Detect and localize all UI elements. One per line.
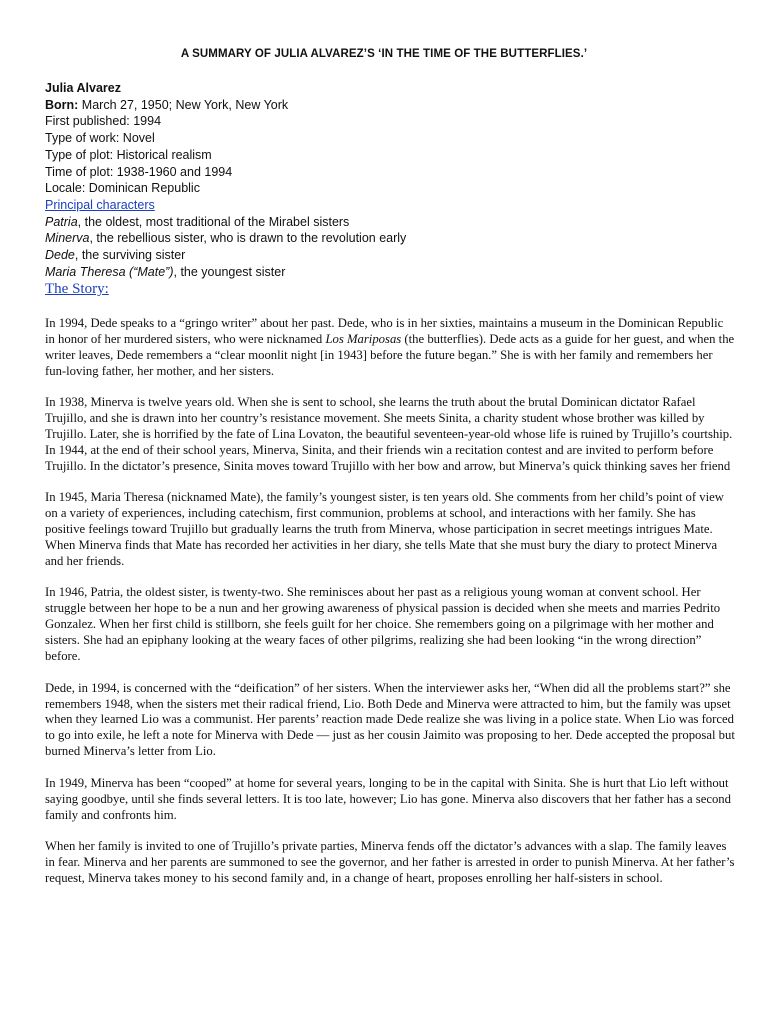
character-patria: Patria, the oldest, most traditional of the Mirabel sisters <box>45 214 350 229</box>
paragraph-6: In 1949, Minerva has been “cooped” at home for several years, longing to be in the capital with Sinita. She is hurt that Lio left without saying goodbye, until she finds several letters. It is too late, however; Lio has gone. Minerva also discovers that her father has a second family and confronts him. <box>45 775 731 822</box>
story-body <box>45 316 735 902</box>
document-title: A SUMMARY OF JULIA ALVAREZ’S ‘IN THE TIME OF THE BUTTERFLIES.’ <box>180 48 588 60</box>
first-published: First published: 1994 <box>45 114 162 129</box>
paragraph-5: Dede, in 1994, is concerned with the “deification” of her sisters. When the interviewer asks her, “When did all the problems start?” she remembers 1948, when the sisters met their radical friend, Lio. Both Dede and Minerva were attracted to him, but the family was upset when they learned Lio was a communist. Her parents’ reaction made Dede realize she was living in a police state. When Lio was forced to go into exile, he left a note for Minerva with Dede — just as her cousin Jaimito was proposing to her. Dede accepted the proposal but burned Minerva’s letter from Lio. <box>45 680 735 759</box>
born-value: March 27, 1950; New York, New York <box>78 97 289 112</box>
book-info <box>45 80 735 280</box>
type-of-work: Type of work: Novel <box>45 131 155 146</box>
character-mate: Maria Theresa (“Mate”), the youngest sister <box>45 264 286 279</box>
principal-characters-link[interactable]: Principal characters <box>45 197 155 212</box>
born-label: Born: <box>45 97 79 112</box>
paragraph-7: When her family is invited to one of Trujillo’s private parties, Minerva fends off the dictator’s advances with a slap. The family leaves in fear. Minerva and her parents are summoned to see the governor, and her father is arrested in order to punish Minerva. At her father’s request, Minerva takes money to his second family and, in a change of heart, proposes enrolling her half-sisters in school. <box>45 839 735 885</box>
character-dede: Dede, the surviving sister <box>45 248 186 263</box>
locale: Locale: Dominican Republic <box>45 181 200 196</box>
time-of-plot: Time of plot: 1938-1960 and 1994 <box>45 164 233 179</box>
paragraph-4: In 1946, Patria, the oldest sister, is twenty-two. She reminisces about her past as a religious young woman at convent school. Her struggle between her hope to be a nun and her growing awareness of physical passion is decided when she meets and marries Pedrito Gonzalez. When her first child is stillborn, she feels guilt for her choice. She remembers going on a pilgrimage with her mother and sisters. She had an epiphany looking at the weary faces of other pilgrims, realizing she had been looking “in the wrong direction” before. <box>45 585 721 664</box>
paragraph-2: In 1938, Minerva is twelve years old. When she is sent to school, she learns the truth about the brutal Dominican dictator Rafael Trujillo, and she is drawn into her country’s resistance movement. She meets Sinita, a charity student whose brother was killed by Trujillo. Later, she is horrified by the fate of Lina Lovaton, the beautiful seventeen-year-old whose life is ruined by Trujillo’s courtship. In 1944, at the end of their school years, Minerva, Sinita, and their friends win a recitation contest and are invited to perform before Trujillo. In the dictator’s presence, Sinita moves toward Trujillo with her bow and arrow, but Minerva’s quick thinking saves her friend <box>45 395 733 473</box>
type-of-plot: Type of plot: Historical realism <box>45 147 212 162</box>
character-minerva: Minerva, the rebellious sister, who is drawn to the revolution early <box>45 231 407 246</box>
author-name: Julia Alvarez <box>45 81 121 95</box>
story-heading-link[interactable]: The Story: <box>45 281 109 297</box>
paragraph-1: In 1994, Dede speaks to a “gringo writer” about her past. Dede, who is in her sixties, maintains a museum in the Dominican Republic in honor of her murdered sisters, who were nicknamed Los Mariposas (the butterflies). Dede acts as a guide for her guest, and when the writer leaves, Dede remembers a “clear moonlit night [in 1943] before the future began.” She is with her family and remembers her fun-loving father, her mother, and her sisters. <box>45 316 735 378</box>
paragraph-3: In 1945, Maria Theresa (nicknamed Mate), the family’s youngest sister, is ten years old. She comments from her child’s point of view on a variety of experiences, including catechism, first communion, problems at school, and interactions with her family. She has positive feelings toward Trujillo but gradually learns the truth from Minerva, whose participation in secret meetings intrigues Mate. When Minerva finds that Mate has recorded her activities in her diary, she tells Mate that she must bury the diary to protect Minerva and her friends. <box>45 490 724 568</box>
born-line <box>45 97 735 114</box>
